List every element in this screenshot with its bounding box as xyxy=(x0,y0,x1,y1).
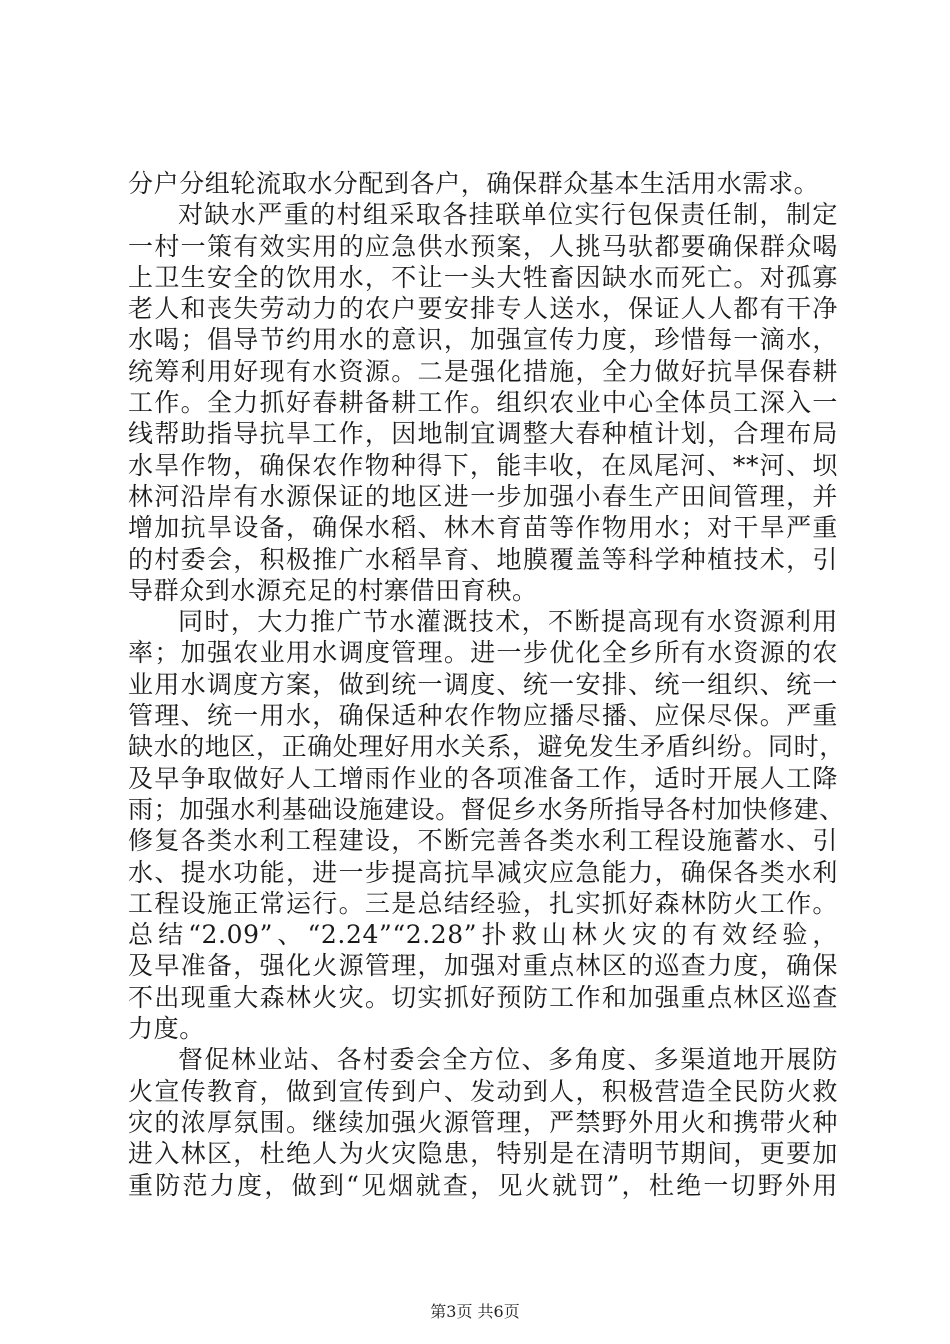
text-line: 对缺水严重的村组采取各挂联单位实行包保责任制，制定 xyxy=(178,200,838,230)
text-line: 修复各类水利工程建设，不断完善各类水利工程设施蓄水、引 xyxy=(128,826,838,856)
text-line: 业用水调度方案，做到统一调度、统一安排、统一组织、统一 xyxy=(128,669,838,699)
text-line: 总结“2.09”、“2.24”“2.28”扑救山林火灾的有效经验， xyxy=(128,920,838,950)
text-line: 重防范力度，做到“见烟就查，见火就罚”，杜绝一切野外用 xyxy=(128,1170,838,1200)
text-line: 及早准备，强化火源管理，加强对重点林区的巡查力度，确保 xyxy=(128,951,838,981)
text-line: 管理、统一用水，确保适种农作物应播尽播、应保尽保。严重 xyxy=(128,701,838,731)
text-line: 灾的浓厚氛围。继续加强火源管理，严禁野外用火和携带火种 xyxy=(128,1107,838,1137)
text-line: 率；加强农业用水调度管理。进一步优化全乡所有水资源的农 xyxy=(128,638,838,668)
text-line: 水旱作物，确保农作物种得下，能丰收，在凤尾河、**河、坝 xyxy=(128,450,838,480)
text-line: 力度。 xyxy=(128,1014,205,1044)
text-line: 水喝；倡导节约用水的意识，加强宣传力度，珍惜每一滴水， xyxy=(128,325,838,355)
text-line: 及早争取做好人工增雨作业的各项准备工作，适时开展人工降 xyxy=(128,763,838,793)
text-line: 导群众到水源充足的村寨借田育秧。 xyxy=(128,575,538,605)
text-line: 分户分组轮流取水分配到各户，确保群众基本生活用水需求。 xyxy=(128,169,820,198)
text-line: 同时，大力推广节水灌溉技术，不断提高现有水资源利用 xyxy=(178,607,838,637)
text-line: 一村一策有效实用的应急供水预案，人挑马驮都要确保群众喝 xyxy=(128,231,838,261)
text-line: 督促林业站、各村委会全方位、多角度、多渠道地开展防 xyxy=(178,1045,838,1075)
text-line: 林河沿岸有水源保证的地区进一步加强小春生产田间管理，并 xyxy=(128,481,838,511)
text-line: 统筹利用好现有水资源。二是强化措施，全力做好抗旱保春耕 xyxy=(128,356,838,386)
text-line: 水、提水功能，进一步提高抗旱减灾应急能力，确保各类水利 xyxy=(128,857,838,887)
text-line: 缺水的地区，正确处理好用水关系，避免发生矛盾纠纷。同时， xyxy=(128,732,845,762)
text-line: 火宣传教育，做到宣传到户、发动到人，积极营造全民防火救 xyxy=(128,1076,838,1106)
body-text xyxy=(128,168,845,1201)
text-line: 雨；加强水利基础设施建设。督促乡水务所指导各村加快修建、 xyxy=(128,794,845,824)
text-line: 上卫生安全的饮用水，不让一头大牲畜因缺水而死亡。对孤寡 xyxy=(128,262,838,292)
text-line: 工作。全力抓好春耕备耕工作。组织农业中心全体员工深入一 xyxy=(128,388,838,418)
text-line: 线帮助指导抗旱工作，因地制宜调整大春种植计划，合理布局 xyxy=(128,419,838,449)
text-line: 进入林区，杜绝人为火灾隐患，特别是在清明节期间，更要加 xyxy=(128,1139,838,1169)
text-line: 工程设施正常运行。三是总结经验，扎实抓好森林防火工作。 xyxy=(128,888,838,918)
text-line: 老人和丧失劳动力的农户要安排专人送水，保证人人都有干净 xyxy=(128,294,838,324)
text-line: 不出现重大森林火灾。切实抓好预防工作和加强重点林区巡查 xyxy=(128,982,838,1012)
text-line: 增加抗旱设备，确保水稻、林木育苗等作物用水；对干旱严重 xyxy=(128,513,838,543)
page-footer: 第3页 共6页 xyxy=(430,1302,520,1321)
text-line: 的村委会，积极推广水稻旱育、地膜覆盖等科学种植技术，引 xyxy=(128,544,838,574)
